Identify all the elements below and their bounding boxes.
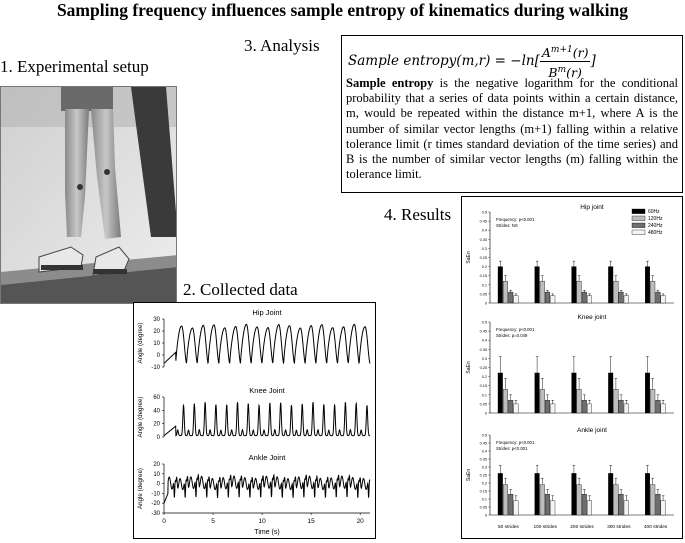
bar-0-0-0	[498, 267, 503, 303]
legend-label-1: 120Hz	[648, 216, 663, 223]
results-y-tick-label-0-5: 0.25	[479, 256, 487, 260]
y-tick-label-2-3: 0	[156, 481, 160, 488]
results-title-2: Ankle joint	[577, 427, 607, 434]
results-title-0: Hip joint	[580, 204, 604, 211]
legend-swatch-2	[632, 223, 645, 228]
results-y-tick-label-1-9: 0.45	[479, 329, 487, 334]
y-tick-label-0-3: 20	[153, 329, 160, 335]
y-axis-label-0: Angle (degree)	[137, 322, 144, 364]
y-tick-label-2-0: -30	[151, 511, 160, 517]
formula-den: B	[548, 65, 558, 81]
bar-1-4-0	[645, 373, 650, 413]
figure-title: Sampling frequency influences sample entropy of kinematics during walking	[56, 0, 629, 20]
joint-angle-charts	[134, 303, 375, 538]
results-y-label-1: SaEn	[466, 361, 472, 374]
bar-2-1-2	[545, 494, 550, 515]
bar-2-2-3	[587, 501, 592, 515]
bar-2-0-0	[498, 473, 503, 515]
results-stat-1-1: Strides: p=0.049	[496, 333, 528, 338]
legend-label-3: 480Hz	[648, 230, 663, 237]
legend-label-2: 240Hz	[648, 223, 663, 230]
series-line-2	[164, 475, 370, 503]
results-y-tick-label-0-0: 0	[484, 301, 487, 306]
bar-1-0-1	[503, 389, 508, 413]
bar-1-1-1	[540, 389, 545, 413]
bar-1-3-2	[619, 400, 624, 413]
y-tick-label-1-0: 0	[156, 435, 160, 441]
results-stat-0-0: Frequency: p<0.001	[496, 217, 535, 222]
results-y-tick-label-1-1: 0.05	[479, 402, 487, 407]
bar-1-1-0	[535, 373, 540, 413]
bar-1-0-2	[508, 400, 513, 413]
bar-0-0-2	[508, 292, 513, 303]
results-title-1: Knee joint	[577, 314, 607, 321]
y-tick-label-2-2: -10	[151, 491, 160, 498]
x-tick-label-2: 10	[258, 518, 266, 525]
results-y-tick-label-1-4: 0.2	[481, 375, 487, 380]
subplot-title-1: Knee Joint	[249, 386, 285, 395]
subplot-title-2: Ankle Joint	[248, 453, 286, 462]
sample-entropy-bar-charts	[462, 197, 682, 538]
results-y-tick-label-1-3: 0.15	[479, 384, 487, 389]
bar-2-3-0	[608, 473, 613, 515]
bar-2-4-3	[661, 501, 666, 515]
bar-0-1-0	[535, 267, 540, 303]
results-y-tick-label-1-8: 0.4	[481, 338, 487, 343]
results-y-tick-label-2-4: 0.2	[481, 481, 487, 486]
bar-2-2-1	[577, 485, 582, 515]
results-y-tick-label-2-8: 0.4	[481, 449, 487, 454]
subplot-title-0: Hip Joint	[252, 308, 282, 317]
results-y-tick-label-0-10: 0.5	[481, 210, 487, 215]
y-tick-label-2-5: 20	[153, 462, 160, 468]
bar-1-2-1	[577, 389, 582, 413]
bar-0-4-3	[661, 296, 666, 303]
bar-2-0-1	[503, 485, 508, 515]
category-label-4: 400 strides	[643, 525, 668, 530]
results-y-tick-label-2-6: 0.3	[481, 465, 487, 470]
section-analysis: 3. Analysis	[244, 36, 320, 55]
x-tick-label-0: 0	[162, 518, 166, 525]
bar-2-3-2	[619, 494, 624, 515]
results-panel	[461, 196, 683, 539]
results-y-label-2: SaEn	[466, 468, 472, 482]
bar-1-0-3	[514, 404, 519, 413]
category-label-2: 200 strides	[570, 525, 594, 530]
bar-0-2-1	[577, 281, 582, 303]
results-y-tick-label-0-7: 0.35	[479, 237, 487, 242]
legend-label-0: 60Hz	[648, 209, 660, 216]
bar-2-1-1	[540, 485, 545, 515]
formula-lhs: Sample entropy(m,r) = −ln[	[348, 53, 540, 70]
y-axis-label-2: Angle (degree)	[137, 468, 144, 509]
bar-1-1-2	[545, 400, 550, 413]
results-y-tick-label-0-6: 0.3	[481, 246, 487, 251]
legend-swatch-0	[632, 209, 645, 214]
bar-2-4-2	[656, 494, 661, 515]
bar-0-3-1	[614, 281, 619, 303]
bar-1-2-0	[572, 373, 577, 413]
x-tick-label-1: 5	[211, 518, 215, 525]
results-y-tick-label-2-3: 0.15	[479, 489, 487, 494]
bar-1-2-3	[587, 404, 592, 413]
bar-1-0-0	[498, 373, 503, 413]
results-y-tick-label-0-3: 0.15	[479, 274, 487, 279]
bar-1-3-1	[614, 389, 619, 413]
results-y-tick-label-0-1: 0.05	[479, 292, 487, 297]
y-axis-label-1: Angle (degree)	[137, 396, 144, 438]
results-y-tick-label-2-0: 0	[484, 513, 487, 518]
bar-2-2-0	[572, 473, 577, 515]
y-tick-label-0-1: 0	[156, 353, 160, 359]
bar-1-4-3	[661, 404, 666, 413]
y-tick-label-1-3: 60	[153, 395, 160, 401]
bar-0-3-3	[624, 296, 629, 303]
bar-0-1-1	[540, 281, 545, 303]
results-y-label-0: SaEn	[466, 251, 472, 264]
bar-2-4-1	[650, 485, 655, 515]
x-tick-label-3: 15	[307, 518, 315, 525]
results-y-tick-label-2-9: 0.45	[479, 441, 487, 446]
results-y-tick-label-2-7: 0.35	[479, 457, 487, 462]
results-y-tick-label-1-2: 0.1	[481, 393, 487, 398]
category-label-1: 100 strides	[533, 525, 557, 530]
formula-num: A	[541, 45, 551, 61]
bar-0-1-2	[545, 292, 550, 303]
bar-0-2-0	[572, 267, 577, 303]
y-tick-label-0-0: -10	[151, 365, 160, 371]
bar-1-3-3	[624, 404, 629, 413]
bar-2-3-3	[624, 501, 629, 515]
results-y-tick-label-1-7: 0.35	[479, 347, 487, 352]
category-label-0: 50 strides	[498, 525, 519, 530]
bar-0-4-0	[645, 267, 650, 303]
bar-2-3-1	[614, 485, 619, 515]
bar-2-4-0	[645, 473, 650, 515]
y-tick-label-1-2: 40	[153, 408, 160, 415]
results-y-tick-label-1-0: 0	[484, 411, 487, 416]
formula-rhs: ]	[590, 53, 596, 70]
bar-0-3-0	[608, 267, 613, 303]
results-stat-0-1: Strides: NS	[496, 223, 518, 228]
bar-0-2-3	[587, 296, 592, 303]
sample-entropy-description	[346, 76, 678, 182]
formula-den-sup: m	[557, 65, 567, 76]
bar-0-1-3	[550, 296, 555, 303]
section-experimental-setup: 1. Experimental setup	[0, 57, 149, 76]
bar-0-0-1	[503, 281, 508, 303]
results-y-tick-label-1-5: 0.25	[479, 366, 487, 370]
y-tick-label-2-1: -20	[151, 501, 160, 508]
bar-0-4-2	[656, 292, 661, 303]
section-results: 4. Results	[384, 205, 452, 224]
bar-2-1-0	[535, 473, 540, 515]
walking-legs-image	[1, 87, 177, 304]
bar-0-4-1	[650, 281, 655, 303]
analysis-box	[341, 35, 683, 193]
section-collected-data: 2. Collected data	[183, 280, 298, 299]
bar-0-3-2	[619, 292, 624, 303]
bar-2-2-2	[582, 494, 587, 515]
bar-1-3-0	[608, 373, 613, 413]
results-y-tick-label-0-8: 0.4	[481, 228, 487, 233]
bar-0-0-3	[514, 296, 519, 303]
legend-swatch-3	[632, 230, 645, 235]
bar-1-1-3	[550, 404, 555, 413]
bar-0-2-2	[582, 292, 587, 303]
series-line-0	[164, 324, 370, 363]
collected-data-panel	[133, 302, 376, 539]
desc-bold: Sample entropy	[346, 76, 434, 90]
x-tick-label-4: 20	[356, 518, 364, 525]
series-line-1	[164, 402, 370, 436]
desc-rest: is the negative logarithm for the conditional probability that a series of data points within a certain distance, m, would be repeated within the distance m+1, where A is the number of similar vector lengths (m+1) falling within a relative tolerance limit (r times standard deviation of the time series) and B is the number of similar vector lengths (m) falling within the tolerance limit.	[346, 76, 678, 182]
experimental-setup-photo	[0, 86, 177, 304]
results-y-tick-label-2-2: 0.1	[481, 497, 487, 502]
results-y-tick-label-2-5: 0.25	[479, 473, 487, 478]
bar-1-4-2	[656, 400, 661, 413]
results-stat-1-0: Frequency: p<0.001	[496, 327, 535, 332]
formula-den-arg: (r)	[566, 65, 582, 81]
bar-1-4-1	[650, 389, 655, 413]
formula-num-sup: m+1	[550, 45, 573, 55]
results-stat-2-0: Frequency: p<0.001	[496, 440, 535, 445]
bar-1-2-2	[582, 400, 587, 413]
results-stat-2-1: Strides: p<0.001	[496, 446, 528, 451]
results-y-tick-label-2-1: 0.05	[479, 505, 487, 510]
results-y-tick-label-1-6: 0.3	[481, 356, 487, 361]
results-y-tick-label-0-2: 0.1	[481, 283, 487, 288]
results-y-tick-label-0-4: 0.2	[481, 265, 487, 270]
bar-2-1-3	[550, 501, 555, 515]
results-y-tick-label-0-9: 0.45	[479, 219, 487, 224]
x-axis-label: Time (s)	[254, 529, 280, 536]
legend-swatch-1	[632, 216, 645, 221]
formula-num-arg: (r)	[572, 45, 589, 61]
y-tick-label-0-2: 10	[153, 341, 160, 347]
y-tick-label-0-4: 30	[153, 317, 160, 323]
bar-2-0-2	[508, 494, 513, 515]
y-tick-label-1-1: 20	[153, 421, 160, 428]
bar-2-0-3	[514, 501, 519, 515]
results-y-tick-label-1-10: 0.5	[481, 320, 487, 325]
y-tick-label-2-4: 10	[153, 471, 160, 478]
results-y-tick-label-2-10: 0.5	[481, 433, 487, 438]
category-label-3: 300 strides	[607, 525, 631, 530]
